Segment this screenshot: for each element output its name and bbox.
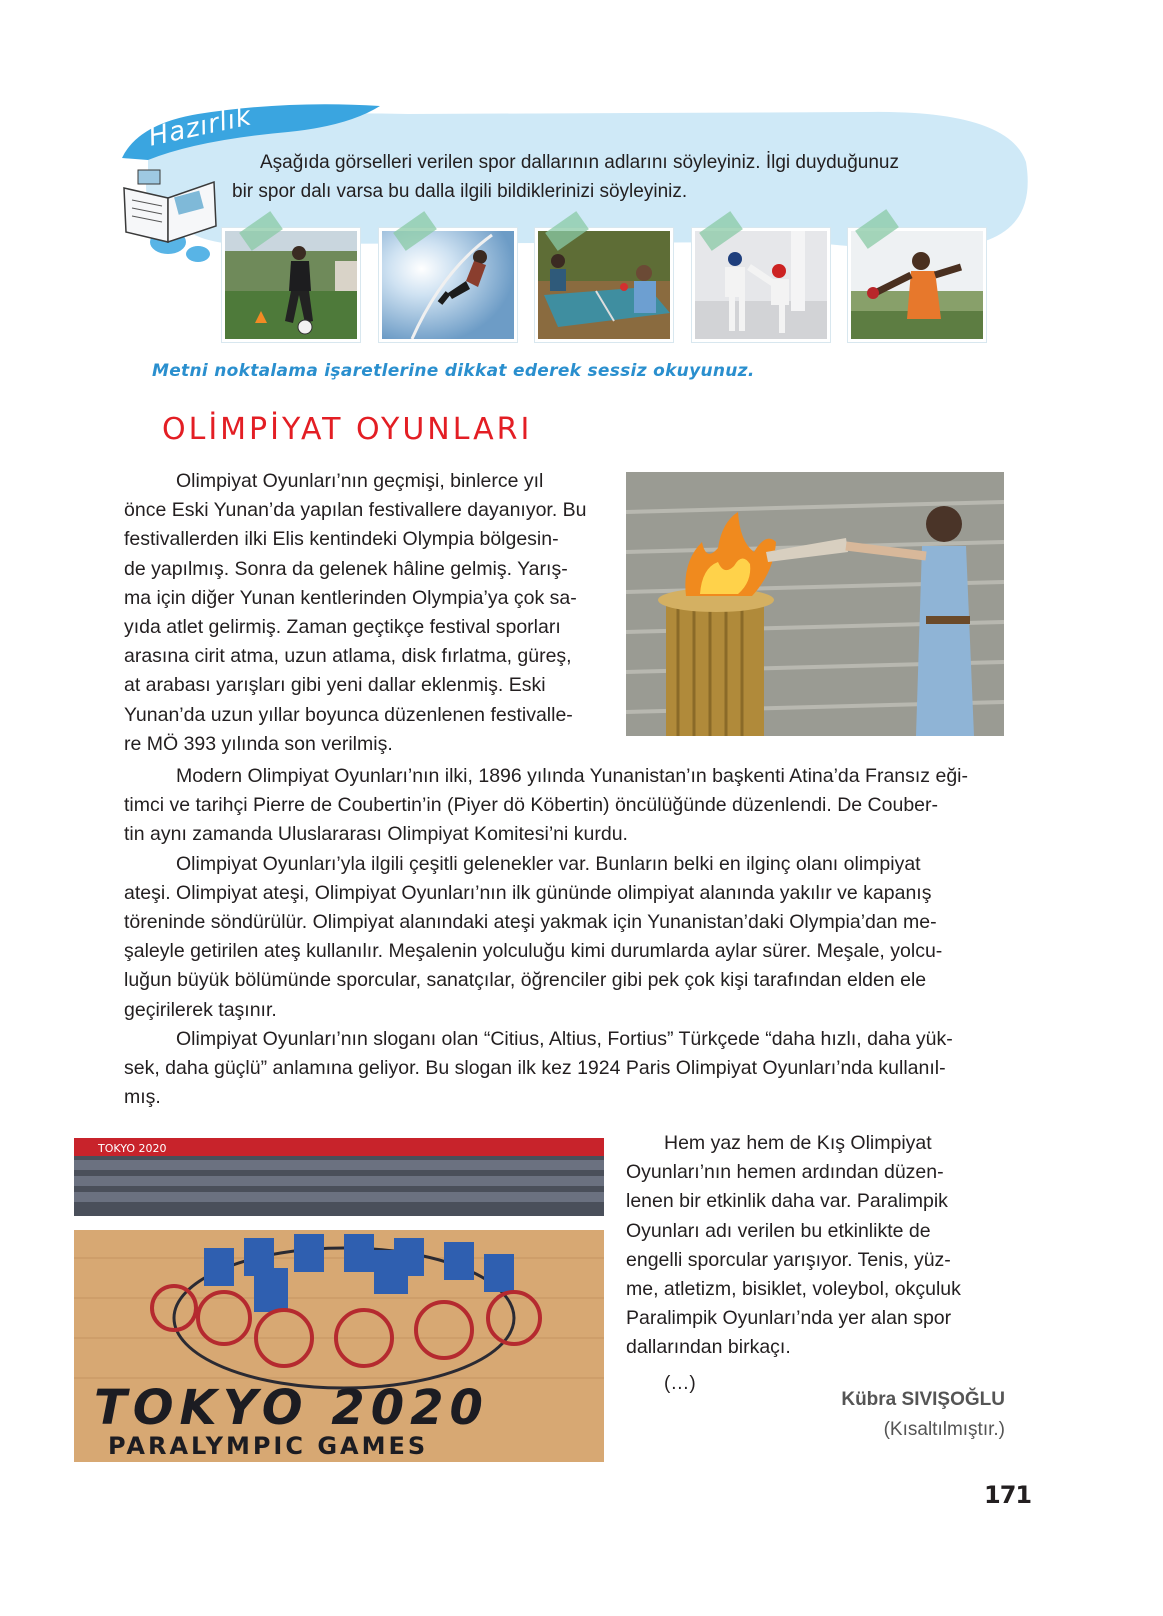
text-line: luğun büyük bölümünde sporcular, sanatçılar, öğrenciler gibi pek çok kişi tarafından elden ele: [124, 969, 927, 992]
floor-text-paralympic: PARALYMPIC GAMES: [108, 1432, 429, 1460]
text-line: Yunan’da uzun yıllar boyunca düzenlenen festivalle-: [124, 703, 573, 726]
author-name: Kübra SIVIŞOĞLU: [841, 1389, 1005, 1410]
open-book-icon: [118, 168, 222, 246]
preparation-text: [232, 148, 992, 206]
text-line: Paralimpik Oyunları’nda yer alan spor: [626, 1307, 952, 1330]
text-line: engelli sporcular yarışıyor. Tenis, yüz-: [626, 1248, 951, 1271]
paralympic-team-photo: [74, 1138, 604, 1462]
text-line: arasına cirit atma, uzun atlama, disk fırlatma, güreş,: [124, 645, 572, 668]
olympic-flame-photo: [626, 472, 1004, 736]
text-line: yıda atlet gelirmiş. Zaman geçtikçe festival sporları: [124, 616, 561, 639]
hazirlik-label: Hazırlık: [146, 101, 255, 153]
text-line: mış.: [124, 1086, 161, 1109]
author-block: [841, 1385, 1005, 1445]
paragraph-paralympic: [626, 1129, 986, 1363]
text-line: dallarından birkaçı.: [626, 1336, 791, 1359]
text-line: me, atletizm, bisiklet, voleybol, okçuluk: [626, 1278, 961, 1301]
reading-instruction: Metni noktalama işaretlerine dikkat ederek sessiz okuyunuz.: [152, 361, 755, 381]
text-line: Modern Olimpiyat Oyunları’nın ilki, 1896 yılında Yunanistan’ın başkenti Atina’da Fransız eği-: [176, 765, 968, 787]
text-line: Olimpiyat Oyunları’yla ilgili çeşitli gelenekler var. Bunların belki en ilginç olanı olimpiyat: [176, 852, 921, 875]
text-line: ateşi. Olimpiyat ateşi, Olimpiyat Oyunları’nın ilk gününde olimpiyat alanında yakılır ve kapanış: [124, 881, 932, 904]
main-text: [124, 762, 1024, 1112]
page-title: OLİMPİYAT OYUNLARI: [162, 412, 533, 447]
floor-text-tokyo: TOKYO 2020: [94, 1380, 489, 1436]
page-number: 171: [984, 1481, 1032, 1509]
text-line: timci ve tarihçi Pierre de Coubertin’in (Piyer dö Köbertin) öncülüğünde düzenlendi. De Couber-: [124, 794, 939, 817]
text-line: de yapılmış. Sonra da gelenek hâline gelmiş. Yarış-: [124, 557, 568, 580]
text-line: geçirilerek taşınır.: [124, 998, 277, 1021]
paragraph-1: [124, 467, 614, 759]
text-line: at arabası yarışları gibi yeni dallar eklenmiş. Eski: [124, 674, 546, 697]
text-line: Olimpiyat Oyunları’nın geçmişi, binlerce yıl: [176, 470, 544, 492]
prep-line-1: Aşağıda görselleri verilen spor dallarının adlarını söyleyiniz. İlgi duyduğunuz: [260, 152, 899, 173]
text-line: Olimpiyat Oyunları’nın sloganı olan “Citius, Altius, Fortius” Türkçede “daha hızlı, daha yük-: [176, 1027, 953, 1050]
text-line: lenen bir etkinlik daha var. Paralimpik: [626, 1190, 948, 1213]
text-line: sek, daha güçlü” anlamına geliyor. Bu slogan ilk kez 1924 Paris Olimpiyat Oyunları’nda kullanıl-: [124, 1057, 946, 1080]
text-line: önce Eski Yunan’da yapılan festivallere dayanıyor. Bu: [124, 499, 587, 522]
ellipsis: (…): [664, 1373, 696, 1394]
text-line: şaleyle getirilen ateş kullanılır. Meşalenin yolculuğu kimi durumlarda aylar sürer. Meşale, yolcu-: [124, 940, 943, 963]
abridged-note: (Kısaltılmıştır.): [883, 1419, 1005, 1440]
text-line: ma için diğer Yunan kentlerinden Olympia’ya çok sa-: [124, 586, 577, 609]
text-line: Hem yaz hem de Kış Olimpiyat: [664, 1132, 932, 1154]
text-line: Oyunları adı verilen bu etkinlikte de: [626, 1219, 931, 1242]
text-line: töreninde söndürülür. Olimpiyat alanındaki ateşi yakmak için Yunanistan’daki Olympia’dan me-: [124, 911, 937, 934]
text-line: Oyunları’nın hemen ardından düzen-: [626, 1161, 944, 1184]
text-line: festivallerden ilki Elis kentindeki Olympia bölgesin-: [124, 528, 559, 551]
pole-vault-photo: [379, 228, 517, 342]
prep-line-2: bir spor dalı varsa bu dalla ilgili bildiklerinizi söyleyiniz.: [232, 181, 688, 202]
football-photo: [222, 228, 360, 342]
text-line: tin aynı zamanda Uluslararası Olimpiyat Komitesi’ni kurdu.: [124, 823, 628, 846]
tokyo-banner-text: TOKYO 2020: [98, 1142, 167, 1155]
text-line: re MÖ 393 yılında son verilmiş.: [124, 732, 393, 755]
